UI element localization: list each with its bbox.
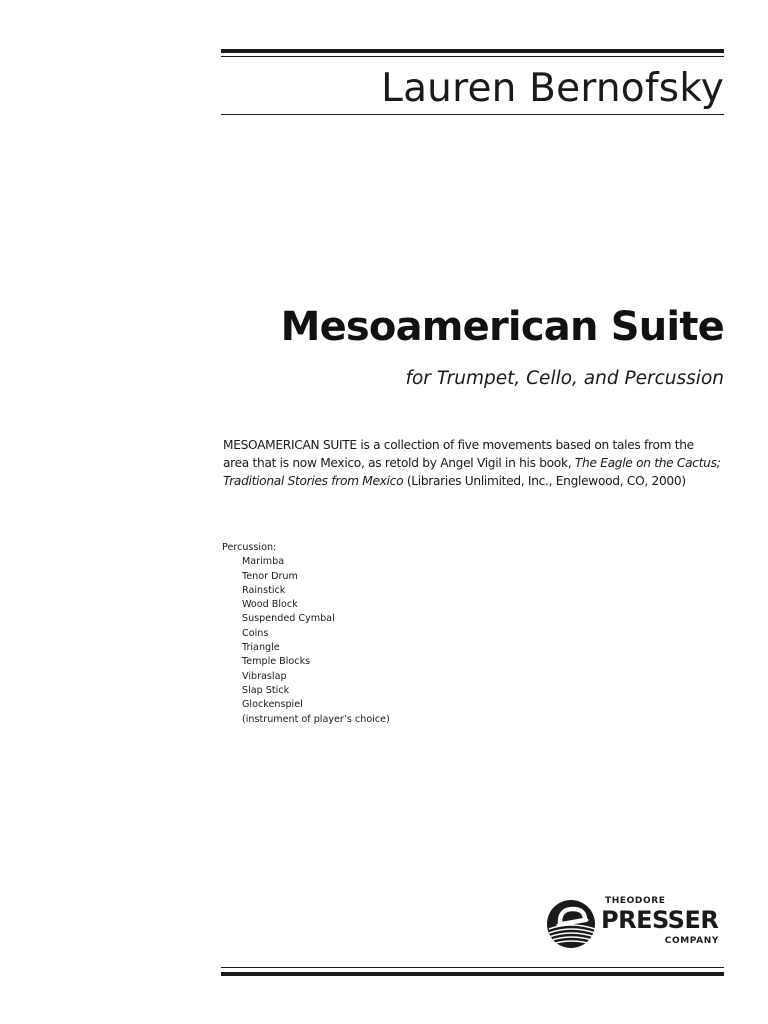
list-item: Rainstick xyxy=(242,584,286,596)
bottom-thin-rule xyxy=(221,967,724,968)
presser-e-globe-icon xyxy=(545,898,597,950)
list-item: Coins xyxy=(242,627,269,639)
list-item: Glockenspiel xyxy=(242,699,303,711)
list-item: Marimba xyxy=(242,556,285,568)
instrumentation-list xyxy=(222,541,390,727)
top-thin-rule-lower xyxy=(221,114,724,115)
list-item: Suspended Cymbal xyxy=(242,613,335,625)
publisher-name-top: THEODORE xyxy=(605,896,666,906)
publisher-name-main: PRESSER xyxy=(601,906,719,934)
publisher-logo xyxy=(545,894,725,956)
list-item: Wood Block xyxy=(242,599,298,611)
work-title: Mesoamerican Suite xyxy=(280,304,724,350)
work-subtitle: for Trumpet, Cello, and Percussion xyxy=(405,368,724,389)
list-item: (instrument of player’s choice) xyxy=(242,713,390,725)
list-item: Temple Blocks xyxy=(242,656,311,668)
list-item: Triangle xyxy=(242,642,280,654)
description-line-1: MESOAMERICAN SUITE is a collection of five movements based on tales from the xyxy=(223,438,694,452)
instrumentation-heading: Percussion: xyxy=(222,542,277,553)
description-paragraph xyxy=(223,436,733,490)
list-item: Tenor Drum xyxy=(242,570,298,582)
description-line-2-text: area that is now Mexico, as retold by Angel Vigil in his book, xyxy=(223,456,575,470)
description-line-3 xyxy=(223,472,733,490)
description-line-2 xyxy=(223,454,733,472)
bottom-thick-rule xyxy=(221,972,724,976)
list-item: Slap Stick xyxy=(242,684,290,696)
description-line-3-text: (Libraries Unlimited, Inc., Englewood, CO, 2000) xyxy=(403,474,686,488)
list-item: Vibraslap xyxy=(242,670,287,682)
book-title-part-1: The Eagle on the Cactus; xyxy=(574,456,721,470)
top-thick-rule xyxy=(221,49,724,53)
top-thin-rule-upper xyxy=(221,56,724,57)
book-title-part-2: Traditional Stories from Mexico xyxy=(223,474,404,488)
composer-name: Lauren Bernofsky xyxy=(381,66,724,111)
percussion-list xyxy=(222,555,390,727)
publisher-name-bottom: COMPANY xyxy=(664,936,719,946)
